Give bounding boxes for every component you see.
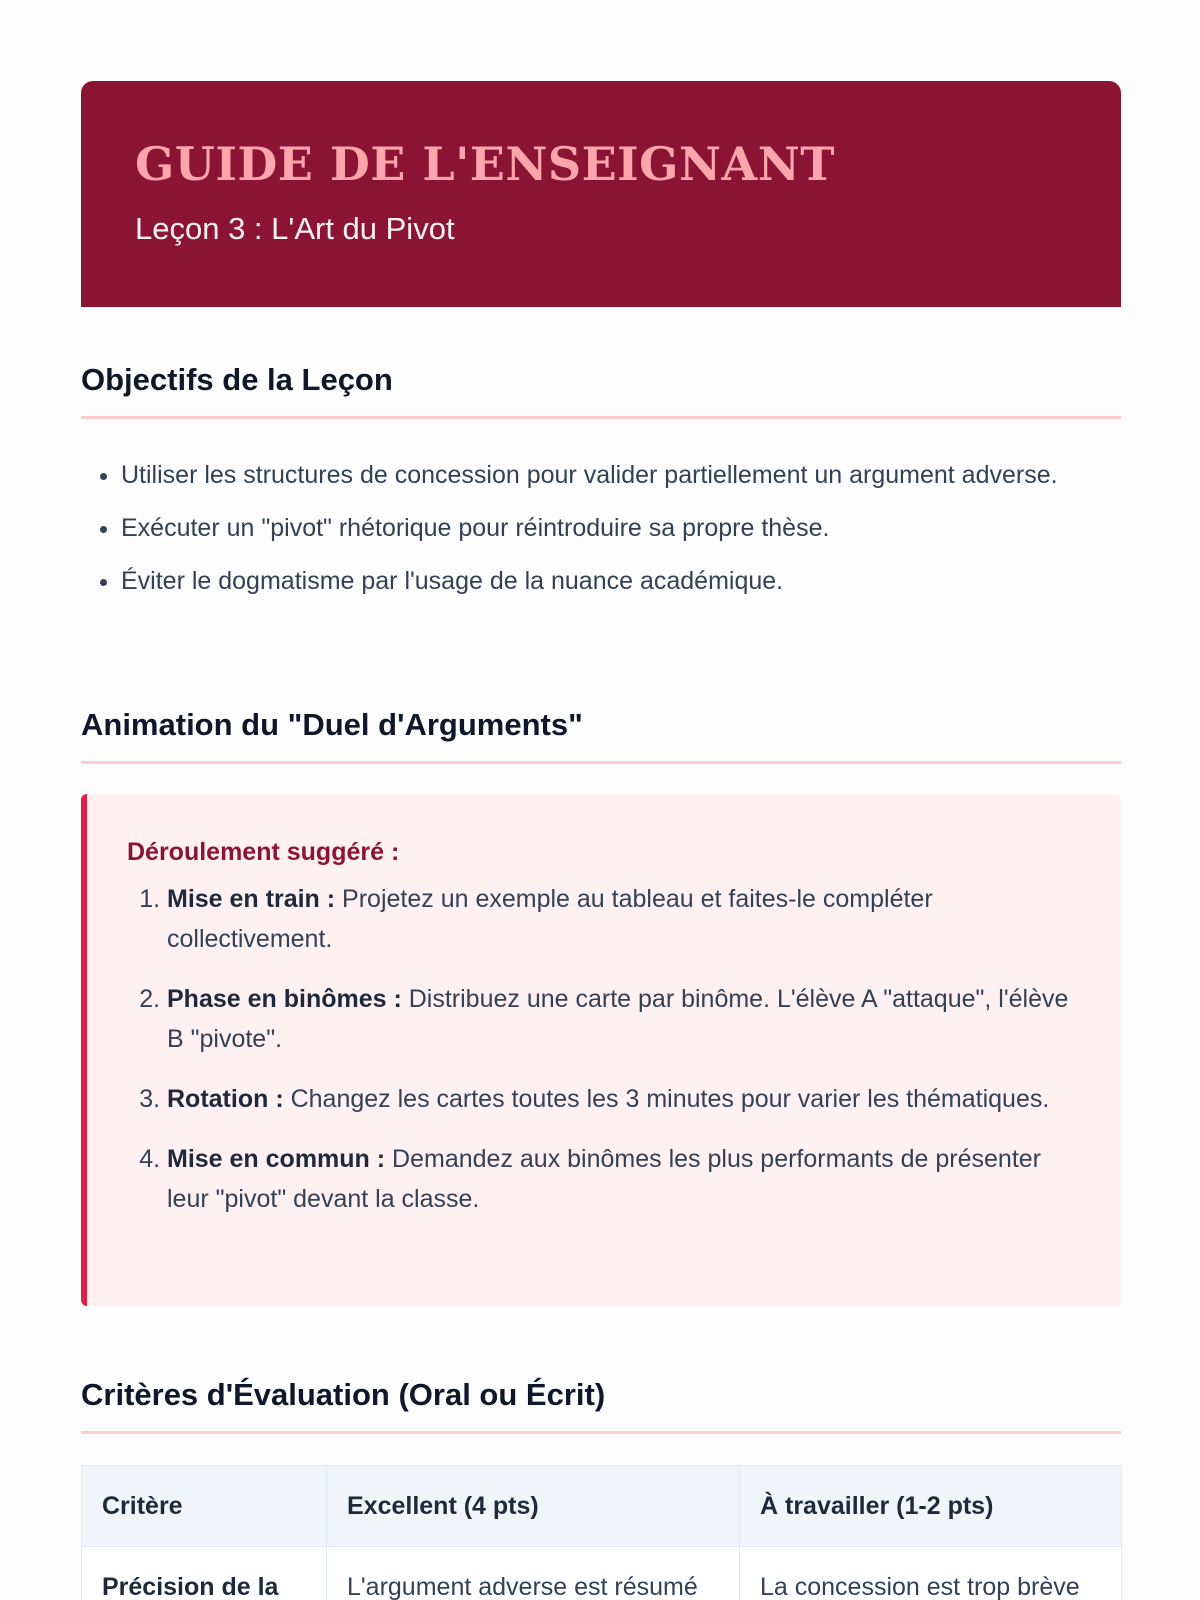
column-header: À travailler (1-2 pts) [740, 1466, 1122, 1547]
evaluation-heading: Critères d'Évaluation (Oral ou Écrit) [81, 1377, 1121, 1434]
table-header-row [82, 1466, 1122, 1547]
step-item [167, 1139, 1081, 1219]
callout-title: Déroulement suggéré : [127, 838, 400, 866]
step-item [167, 879, 1081, 959]
step-text: Changez les cartes toutes les 3 minutes pour varier les thématiques. [283, 1085, 1050, 1113]
guide-title: GUIDE DE L'ENSEIGNANT [135, 137, 835, 191]
procedure-callout [81, 794, 1121, 1306]
table-cell: L'argument adverse est résumé [327, 1547, 740, 1600]
list-item: • Éviter le dogmatisme par l'usage de la nuance académique. [121, 561, 1121, 601]
step-item [167, 979, 1081, 1059]
column-header: Excellent (4 pts) [327, 1466, 740, 1547]
column-header: Critère [82, 1466, 327, 1547]
objectives-list [81, 455, 1121, 614]
step-text: Demandez aux binômes les plus performants de présenter leur "pivot" devant la classe. [167, 1145, 1041, 1213]
step-text: Projetez un exemple au tableau et faites-le compléter collectivement. [167, 885, 933, 953]
table-cell: Précision de la [82, 1547, 327, 1600]
table-row [82, 1547, 1122, 1600]
header-banner [81, 81, 1121, 307]
step-label: Mise en commun : [167, 1145, 386, 1173]
step-text: Distribuez une carte par binôme. L'élève A "attaque", l'élève B "pivote". [167, 985, 1069, 1053]
step-label: Phase en binômes : [167, 985, 402, 1013]
step-label: Rotation : [167, 1085, 284, 1113]
objectives-heading: Objectifs de la Leçon [81, 362, 1121, 419]
list-item: • Utiliser les structures de concession pour valider partiellement un argument adverse. [121, 455, 1121, 495]
animation-heading: Animation du "Duel d'Arguments" [81, 707, 1121, 764]
steps-list [127, 879, 1081, 1219]
table-cell: La concession est trop brève [740, 1547, 1122, 1600]
evaluation-table [81, 1465, 1122, 1600]
step-item [167, 1079, 1081, 1119]
step-label: Mise en train : [167, 885, 336, 913]
lesson-subtitle: Leçon 3 : L'Art du Pivot [135, 211, 455, 246]
list-item: • Exécuter un "pivot" rhétorique pour réintroduire sa propre thèse. [121, 508, 1121, 548]
